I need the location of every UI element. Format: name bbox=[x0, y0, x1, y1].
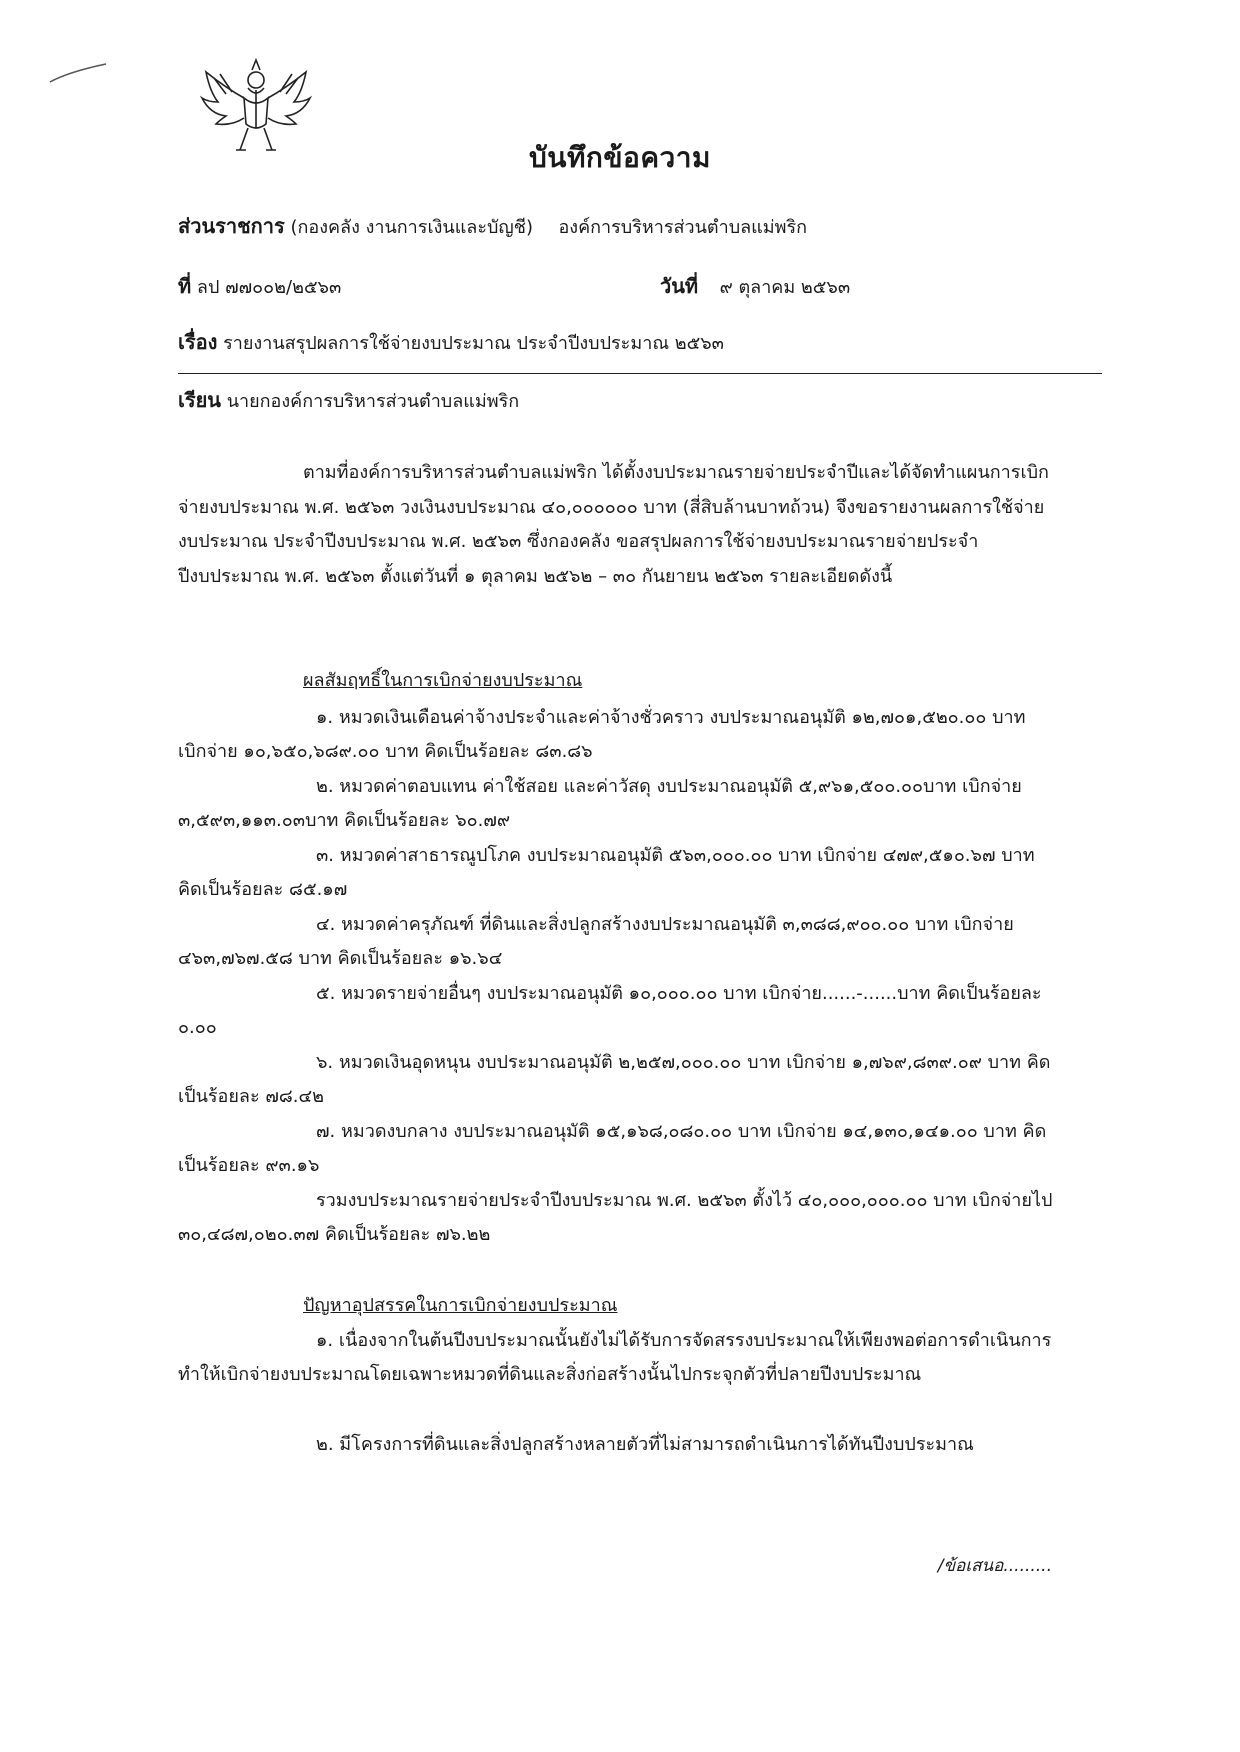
result-item-text: ๖. หมวดเงินอุดหนุน งบประมาณอนุมัติ ๒,๒๕๗,๐๐๐.๐๐ บาท เบิกจ่าย ๑,๗๖๙,๘๓๙.๐๙ บาท คิดเป็นร้อยละ ๗๘.๔๒ bbox=[178, 1052, 1051, 1107]
recipient-row bbox=[178, 384, 519, 416]
department-org: องค์การบริหารส่วนตำบลแม่พริก bbox=[558, 217, 808, 238]
header-divider bbox=[178, 373, 1102, 374]
results-total bbox=[178, 1184, 1058, 1252]
result-item-1 bbox=[178, 701, 1058, 769]
date-label: วันที่ bbox=[660, 274, 699, 298]
subject-value: รายงานสรุปผลการใช้จ่ายงบประมาณ ประจำปีงบประมาณ ๒๕๖๓ bbox=[223, 333, 724, 354]
reference-row bbox=[178, 270, 341, 302]
subject-row bbox=[178, 326, 724, 358]
result-item-text: ๒. หมวดค่าตอบแทน ค่าใช้สอย และค่าวัสดุ งบประมาณอนุมัติ ๕,๙๖๑,๕๐๐.๐๐บาท เบิกจ่าย ๓,๕๙๓,๑๑๓.๐๓บาท คิดเป็นร้อยละ ๖๐.๗๙ bbox=[178, 776, 1022, 831]
problem-item-text: ๒. มีโครงการที่ดินและสิ่งปลูกสร้างหลายตัวที่ไม่สามารถดำเนินการได้ทันปีงบประมาณ bbox=[316, 1434, 974, 1455]
result-item-text: ๑. หมวดเงินเดือนค่าจ้างประจำและค่าจ้างชั่วคราว งบประมาณอนุมัติ ๑๒,๗๐๑,๕๒๐.๐๐ บาท เบิกจ่าย ๑๐,๖๕๐,๖๘๙.๐๐ บาท คิดเป็นร้อยละ ๘๓.๘๖ bbox=[178, 707, 1026, 762]
continuation-note: /ข้อเสนอ......... bbox=[937, 1556, 1052, 1576]
result-item-4 bbox=[178, 908, 1058, 976]
intro-paragraph bbox=[178, 456, 1058, 594]
subject-label: เรื่อง bbox=[178, 330, 218, 354]
problem-item-1 bbox=[178, 1324, 1058, 1392]
department-row bbox=[178, 210, 807, 242]
department-value: (กองคลัง งานการเงินและบัญชี) bbox=[290, 217, 534, 238]
intro-text: ตามที่องค์การบริหารส่วนตำบลแม่พริก ได้ตั้งงบประมาณรายจ่ายประจำปีและได้จัดทำแผนการเบิกจ่ายงบประมาณ พ.ศ. ๒๕๖๓ วงเงินงบประมาณ ๔๐,๐๐๐๐๐๐ บาท (สี่สิบล้านบาทถ้วน) จึงขอรายงานผลการใช้จ่ายงบประมาณ ประจำปีงบประมาณ พ.ศ. ๒๕๖๓ ซึ่งกองคลัง ขอสรุปผลการใช้จ่ายงบประมาณรายจ่ายประจำปีงบประมาณ พ.ศ. ๒๕๖๓ ตั้งแต่วันที่ ๑ ตุลาคม ๒๕๖๒ – ๓๐ กันยายน ๒๕๖๓ รายละเอียดดังนี้ bbox=[178, 462, 1049, 587]
result-item-text: ๓. หมวดค่าสาธารณูปโภค งบประมาณอนุมัติ ๕๖๓,๐๐๐.๐๐ บาท เบิกจ่าย ๔๗๙,๕๑๐.๖๗ บาท คิดเป็นร้อยละ ๘๕.๑๗ bbox=[178, 845, 1035, 900]
date-row bbox=[660, 270, 850, 302]
result-item-2 bbox=[178, 770, 1058, 838]
result-item-text: ๔. หมวดค่าครุภัณฑ์ ที่ดินและสิ่งปลูกสร้างงบประมาณอนุมัติ ๓,๓๘๘,๙๐๐.๐๐ บาท เบิกจ่าย ๔๖๓,๗๖๗.๕๘ บาท คิดเป็นร้อยละ ๑๖.๖๔ bbox=[178, 914, 1014, 969]
pen-mark bbox=[48, 62, 108, 86]
results-total-text: รวมงบประมาณรายจ่ายประจำปีงบประมาณ พ.ศ. ๒๕๖๓ ตั้งไว้ ๔๐,๐๐๐,๐๐๐.๐๐ บาท เบิกจ่ายไป ๓๐,๔๘๗,๐๒๐.๓๗ คิดเป็นร้อยละ ๗๖.๒๒ bbox=[178, 1190, 1053, 1245]
result-item-text: ๕. หมวดรายจ่ายอื่นๆ งบประมาณอนุมัติ ๑๐,๐๐๐.๐๐ บาท เบิกจ่าย......-......บาท คิดเป็นร้อยละ ๐.๐๐ bbox=[178, 983, 1042, 1038]
result-item-5 bbox=[178, 977, 1058, 1045]
date-value: ๙ ตุลาคม ๒๕๖๓ bbox=[719, 277, 851, 298]
result-item-text: ๗. หมวดงบกลาง งบประมาณอนุมัติ ๑๕,๑๖๘,๐๘๐.๐๐ บาท เบิกจ่าย ๑๔,๑๓๐,๑๔๑.๐๐ บาท คิดเป็นร้อยละ ๙๓.๑๖ bbox=[178, 1121, 1047, 1176]
problems-heading: ปัญหาอุปสรรคในการเบิกจ่ายงบประมาณ bbox=[303, 1295, 618, 1316]
recipient-label: เรียน bbox=[178, 388, 221, 412]
problem-item-text: ๑. เนื่องจากในต้นปีงบประมาณนั้นยังไม่ได้รับการจัดสรรงบประมาณให้เพียงพอต่อการดำเนินการ ทำให้เบิกจ่ายงบประมาณโดยเฉพาะหมวดที่ดินและสิ่งก่อสร้างนั้นไปกระจุกตัวที่ปลายปีงบประมาณ bbox=[178, 1330, 1052, 1385]
reference-label: ที่ bbox=[178, 274, 192, 298]
recipient-value: นายกองค์การบริหารส่วนตำบลแม่พริก bbox=[226, 391, 520, 412]
problem-item-2 bbox=[178, 1428, 1058, 1462]
result-item-7 bbox=[178, 1115, 1058, 1183]
result-item-3 bbox=[178, 839, 1058, 907]
result-item-6 bbox=[178, 1046, 1058, 1114]
results-heading: ผลสัมฤทธิ์ในการเบิกจ่ายงบประมาณ bbox=[303, 670, 583, 691]
reference-value: ลป ๗๗๐๐๒/๒๕๖๓ bbox=[196, 277, 342, 298]
memo-title: บันทึกข้อความ bbox=[529, 141, 711, 174]
department-label: ส่วนราชการ bbox=[178, 214, 285, 238]
